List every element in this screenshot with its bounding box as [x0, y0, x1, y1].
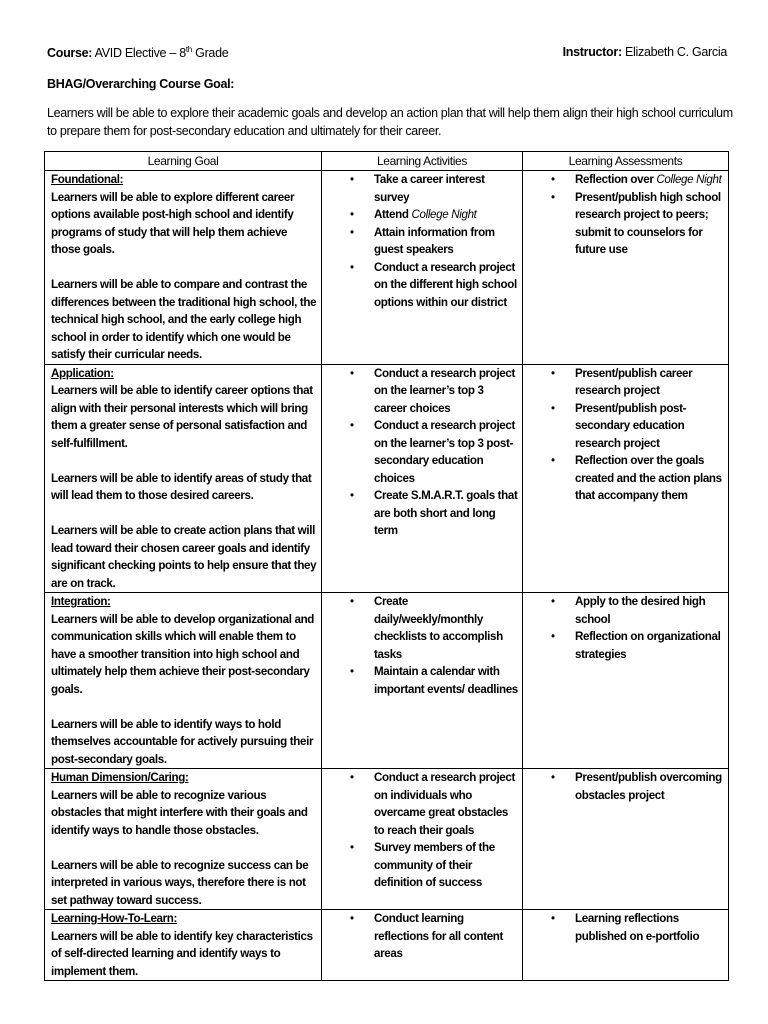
- list-item: • Take a career interest survey: [374, 171, 519, 206]
- assessments-cell: [523, 593, 729, 769]
- column-header-assessments: Learning Assessments: [523, 152, 729, 171]
- assessment-event-name: College Night: [656, 173, 722, 186]
- list-item: [575, 171, 725, 189]
- assessments-cell: [523, 364, 729, 593]
- goal-category: Foundational:: [51, 173, 124, 186]
- instructor-label: Instructor:: [562, 45, 622, 59]
- list-item: • Conduct a research project on the learner’s top 3 career choices: [374, 365, 519, 418]
- activities-cell: [322, 910, 523, 981]
- column-header-activities: Learning Activities: [322, 152, 523, 171]
- course-label: Course:: [47, 46, 93, 61]
- table-row: [45, 171, 729, 365]
- goal-text: Learners will be able to identify areas of study that will lead them to those desired careers.: [51, 471, 312, 502]
- list-item: • Create S.M.A.R.T. goals that are both short and long term: [374, 487, 519, 540]
- list-item: • Present/publish career research project: [575, 365, 725, 400]
- list-item: • Conduct learning reflections for all content areas: [374, 910, 519, 963]
- goal-category: Application:: [51, 366, 114, 380]
- goal-category: Human Dimension/Caring:: [51, 771, 189, 784]
- assessments-cell: [523, 171, 729, 365]
- goal-text: Learners will be able to compare and contrast the differences between the traditional high school, the technical high school, and the early college high school in order to identify which one would be satisfy their curricular needs.: [51, 278, 317, 361]
- activity-text: Attend: [374, 208, 409, 221]
- goal-text: Learners will be able to identify career options that align with their personal interests which will bring them a greater sense of personal satisfaction and self-fulfillment.: [51, 384, 313, 450]
- table-header-row: [45, 152, 729, 171]
- goal-text: Learners will be able to identify ways to hold themselves accountable for actively pursuing their post-secondary goals.: [51, 717, 314, 766]
- list-item: • Conduct a research project on the learner’s top 3 post-secondary education choices: [374, 417, 519, 487]
- instructor-info: [563, 45, 727, 60]
- activities-cell: [322, 171, 523, 365]
- course-suffix: Grade: [195, 46, 229, 61]
- table-row: [45, 593, 729, 769]
- goal-text: Learners will be able to recognize success can be interpreted in various ways, therefore there is not set pathway toward success.: [51, 858, 309, 907]
- list-item: • Conduct a research project on the different high school options within our district: [374, 259, 519, 312]
- course-info: [47, 45, 228, 60]
- course-header: [47, 45, 727, 60]
- list-item: • Present/publish high school research project to peers; submit to counselors for future use: [575, 189, 725, 259]
- course-goal-text: Learners will be able to explore their academic goals and develop an action plan that will help them align their high school curriculum to prepare them for post-secondary education and ultimately for their career.: [47, 106, 733, 138]
- goal-cell: [45, 364, 322, 593]
- assessments-cell: [523, 769, 729, 910]
- list-item: • Present/publish post-secondary education research project: [575, 400, 725, 453]
- goal-cell: [45, 171, 322, 365]
- list-item: • Create daily/weekly/monthly checklists to accomplish tasks: [374, 593, 519, 663]
- list-item: • Survey members of the community of their definition of success: [374, 839, 519, 892]
- bhag-heading: BHAG/Overarching Course Goal:: [47, 77, 235, 91]
- course-value: AVID Elective – 8: [94, 46, 186, 61]
- table-row: [45, 910, 729, 981]
- list-item: • Learning reflections published on e-portfolio: [575, 910, 725, 945]
- list-item: • Maintain a calendar with important events/ deadlines: [374, 663, 519, 698]
- goal-text: Learners will be able to recognize various obstacles that might interfere with their goals and identify ways to handle those obstacles.: [51, 788, 308, 837]
- activity-event-name: College Night: [411, 208, 477, 221]
- list-item: • Present/publish overcoming obstacles project: [575, 769, 725, 804]
- goal-cell: [45, 593, 322, 769]
- list-item: • Reflection over the goals created and the action plans that accompany them: [575, 452, 725, 505]
- goal-category: Integration:: [51, 595, 111, 608]
- list-item: • Conduct a research project on individuals who overcame great obstacles to reach their goals: [374, 769, 519, 839]
- assessments-cell: [523, 910, 729, 981]
- course-sup: th: [185, 45, 192, 54]
- instructor-value: Elizabeth C. Garcia: [625, 45, 727, 59]
- goal-cell: [45, 769, 322, 910]
- column-header-goal: Learning Goal: [45, 152, 322, 171]
- goal-text: Learners will be able to explore different career options available post-high school and identify programs of study that will help them achieve those goals.: [51, 190, 295, 256]
- goal-category: Learning-How-To-Learn:: [51, 912, 178, 925]
- goal-text: Learners will be able to identify key characteristics of self-directed learning and identify ways to implement them.: [51, 929, 313, 978]
- list-item: • Apply to the desired high school: [575, 593, 725, 628]
- course-goals-table: [44, 151, 729, 981]
- activities-cell: [322, 364, 523, 593]
- goal-cell: [45, 910, 322, 981]
- table-row: [45, 364, 729, 593]
- list-item: [374, 206, 519, 224]
- activities-cell: [322, 769, 523, 910]
- goal-text: Learners will be able to create action plans that will lead toward their chosen career goals and identify significant checking points to help ensure that they are on track.: [51, 524, 317, 590]
- list-item: • Reflection on organizational strategies: [575, 628, 725, 663]
- activities-cell: [322, 593, 523, 769]
- list-item: • Attain information from guest speakers: [374, 224, 519, 259]
- table-row: [45, 769, 729, 910]
- assessment-text: Reflection over: [575, 173, 654, 186]
- goal-text: Learners will be able to develop organizational and communication skills which will enable them to have a smoother transition into high school and ultimately help them achieve their post-secondary goals.: [51, 612, 315, 696]
